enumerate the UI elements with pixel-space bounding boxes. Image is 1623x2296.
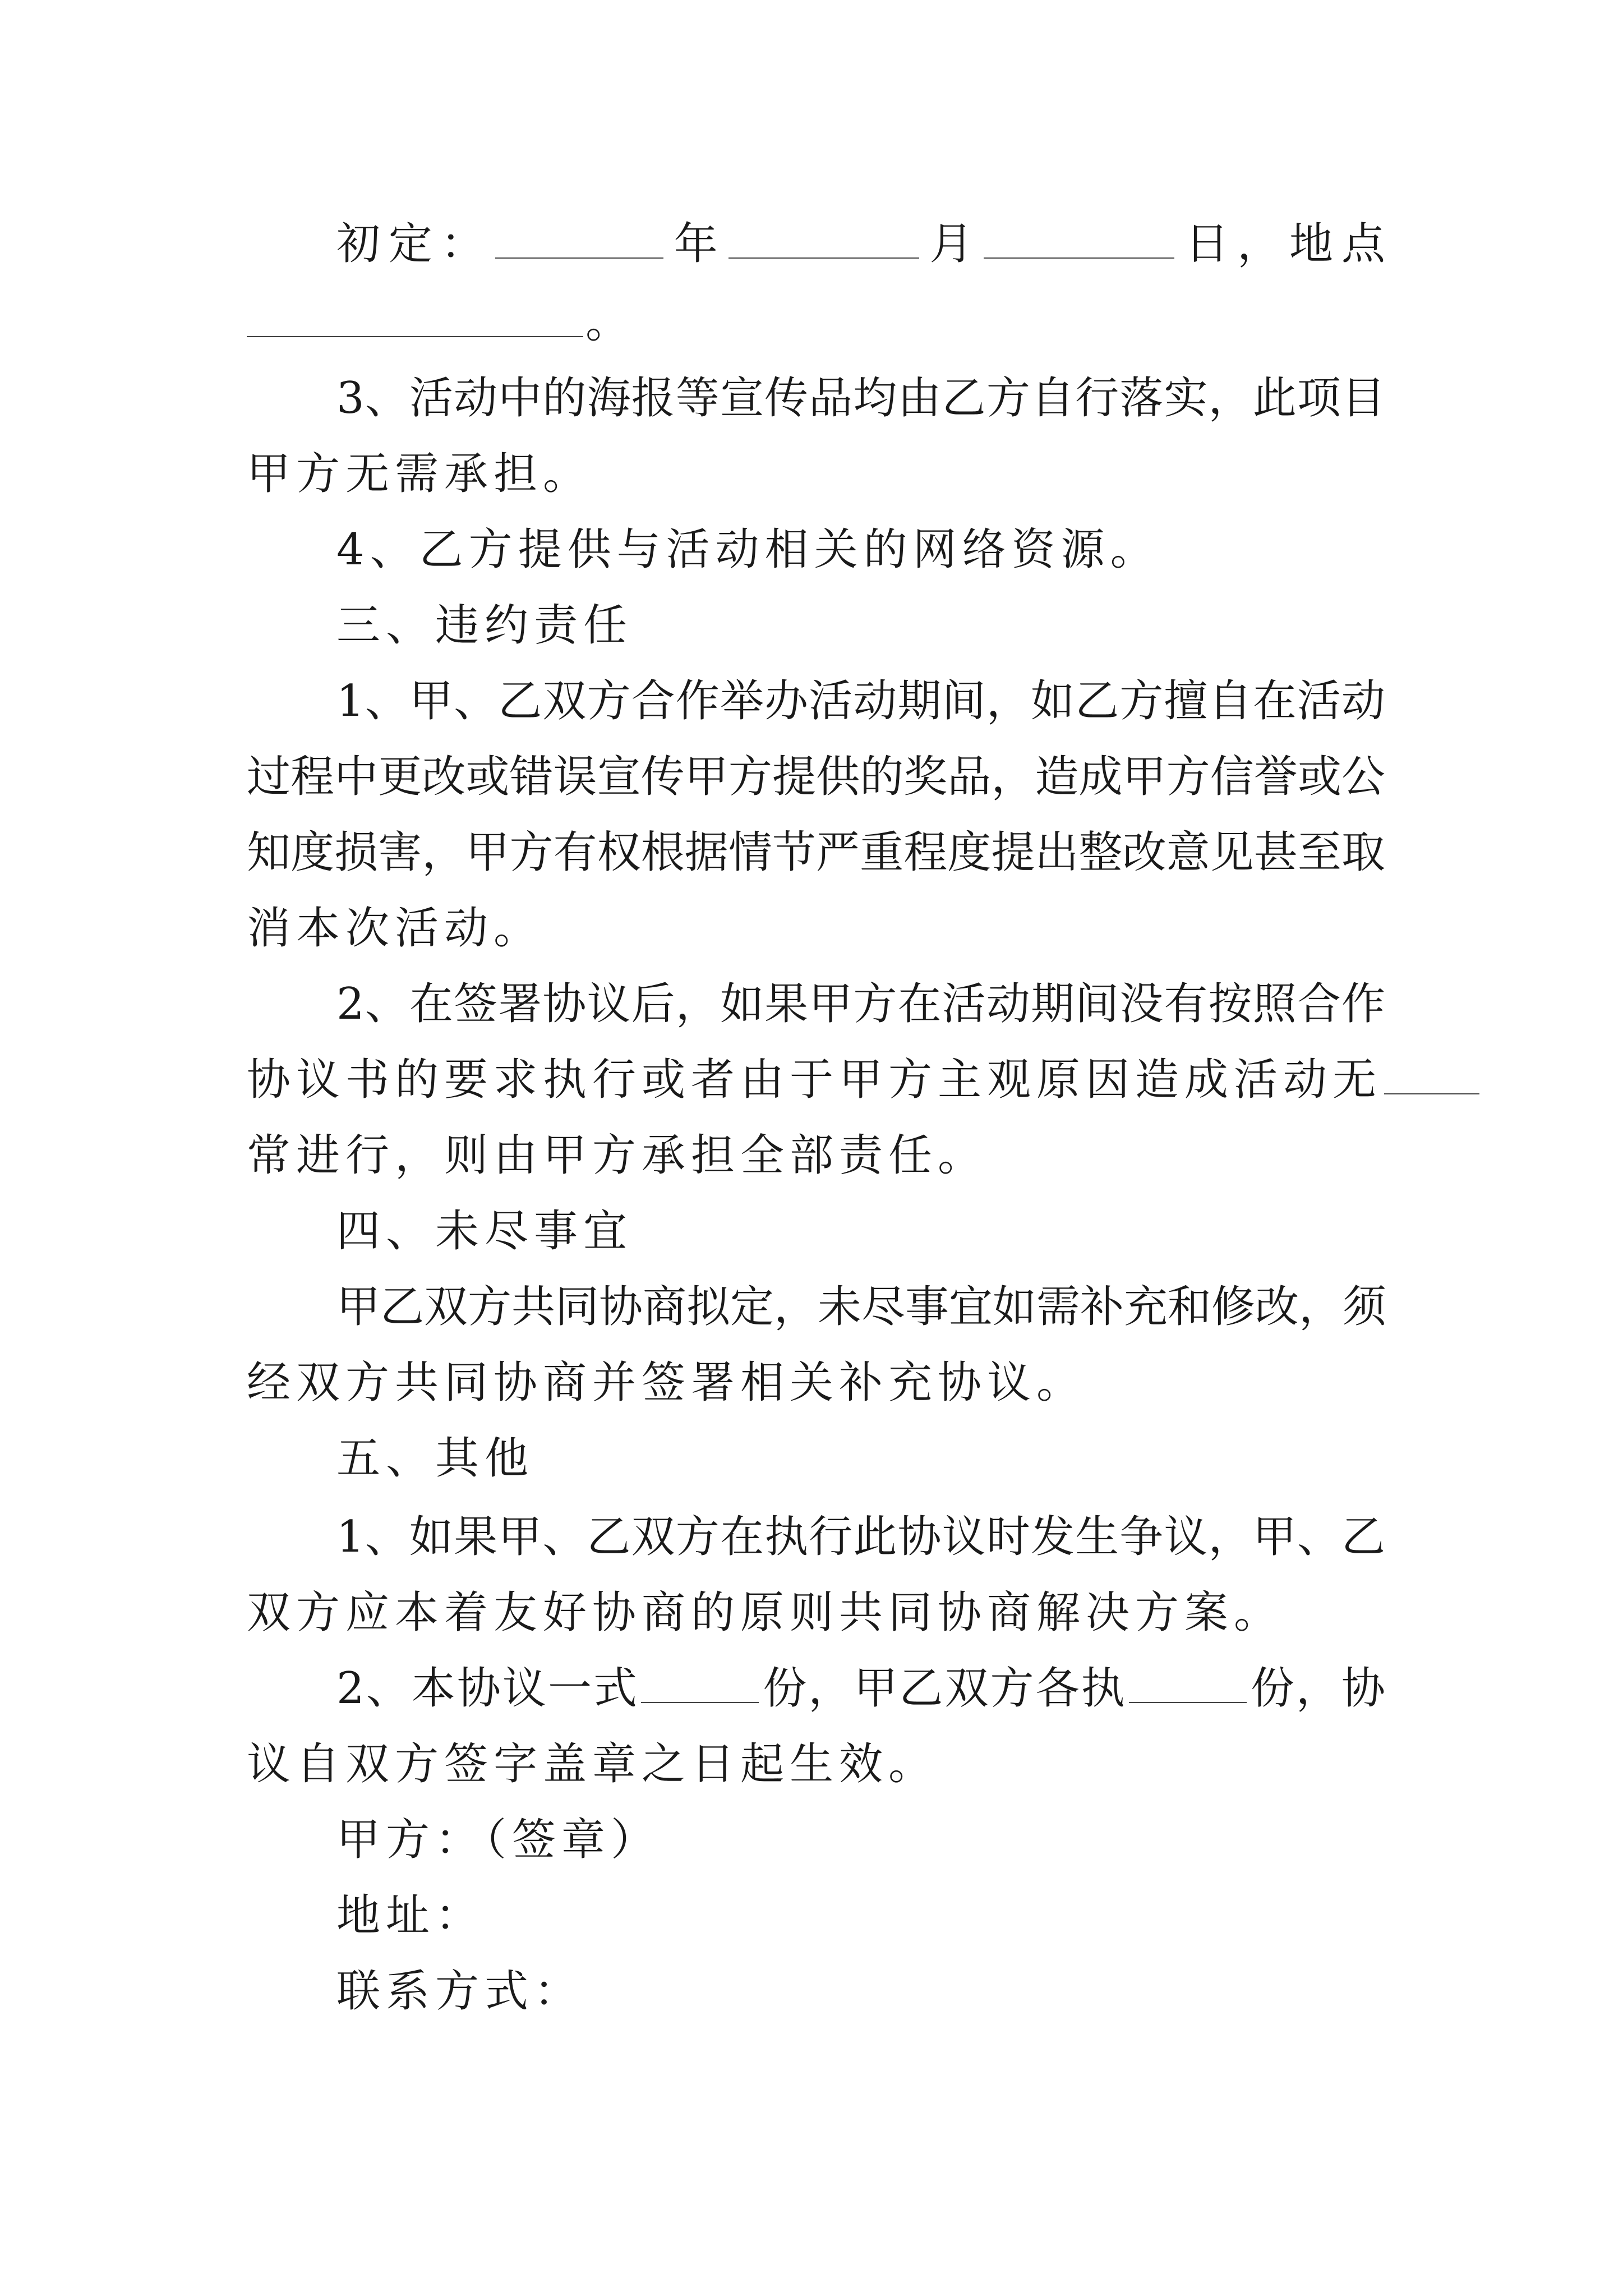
address-label: 地址： (336, 1890, 485, 1941)
inline-blank (1384, 1054, 1479, 1094)
year-blank (495, 218, 663, 259)
paragraph-line: 消本次活动。 (247, 903, 543, 954)
paragraph-line: 3、活动中的海报等宣传品均由乙方自行落实，此项目 (336, 373, 1385, 424)
paragraph-line-with-blank (247, 1052, 1385, 1108)
section-heading: 三、违约责任 (336, 600, 633, 651)
date-line (336, 216, 1385, 272)
day-blank (984, 218, 1174, 259)
paragraph-line: 议自双方签字盖章之日起生效。 (247, 1739, 938, 1789)
copies-blank-each (1129, 1663, 1247, 1703)
paragraph-line: 4、乙方提供与活动相关的网络资源。 (336, 524, 1160, 575)
paragraph-line: 知度损害，甲方有权根据情节严重程度提出整改意见甚至取 (247, 827, 1385, 878)
place-line (247, 295, 1385, 351)
party-a-signature: 甲方：（签章） (336, 1815, 661, 1865)
copies-text-2: 份，甲乙双方各执 (761, 1663, 1127, 1714)
paragraph-line: 常进行，则由甲方承担全部责任。 (247, 1130, 988, 1181)
paragraph-line: 1、甲、乙双方合作举办活动期间，如乙方擅自在活动 (336, 676, 1385, 726)
copies-text-1: 2、本协议一式 (336, 1663, 639, 1714)
paragraph-text: 协议书的要求执行或者由于甲方主观原因造成活动无 (247, 1055, 1382, 1105)
paragraph-line: 1、如果甲、乙双方在执行此协议时发生争议，甲、乙 (336, 1512, 1385, 1562)
paragraph-line: 甲乙双方共同协商拟定，未尽事宜如需补充和修改，须 (336, 1282, 1387, 1332)
section-heading: 四、未尽事宜 (336, 1206, 633, 1257)
date-prefix: 初定： (336, 219, 493, 269)
contact-label: 联系方式： (336, 1966, 584, 2017)
paragraph-line: 过程中更改或错误宣传甲方提供的奖品，造成甲方信誉或公 (247, 752, 1385, 802)
paragraph-line: 经双方共同协商并签署相关补充协议。 (247, 1358, 1086, 1408)
section-heading: 五、其他 (336, 1433, 534, 1484)
place-end: 。 (585, 297, 635, 348)
month-blank (728, 218, 919, 259)
paragraph-line: 2、在签署协议后，如果甲方在活动期间没有按照合作 (336, 979, 1385, 1029)
place-blank (247, 297, 583, 337)
paragraph-line: 双方应本着友好协商的原则共同协商解决方案。 (247, 1588, 1284, 1638)
copies-text-3: 份，协 (1248, 1663, 1385, 1714)
day-place-label: 日，地点 (1177, 219, 1385, 269)
month-label: 月 (921, 219, 982, 269)
year-label: 年 (665, 219, 726, 269)
copies-line (336, 1660, 1385, 1717)
copies-blank-total (641, 1663, 759, 1703)
paragraph-line: 甲方无需承担。 (247, 449, 593, 499)
